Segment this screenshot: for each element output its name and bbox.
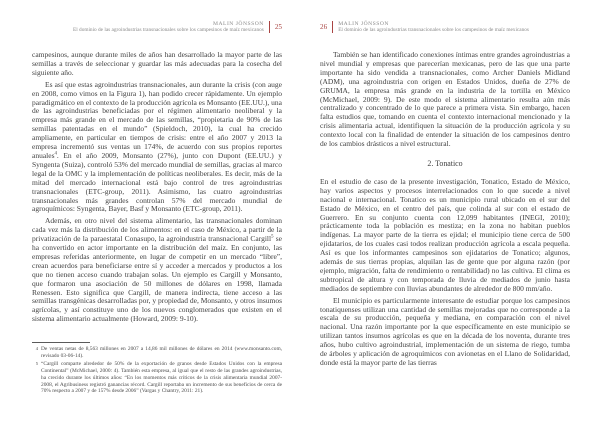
paragraph-continuation: campesinos, aunque durante miles de años han desarrollado la mayor parte de las semillas a través de seleccionar y guardar las más adecuadas para la cosecha del siguiente año. xyxy=(32,51,282,77)
running-header-left xyxy=(32,20,282,34)
section-heading-tonatico: 2. Tonatico xyxy=(427,158,463,168)
page-25 xyxy=(32,20,282,420)
running-header-text xyxy=(338,21,529,34)
footnotes-section xyxy=(32,342,282,395)
header-divider-bar xyxy=(269,21,270,33)
running-header-right xyxy=(320,20,570,34)
running-header-text xyxy=(73,21,264,34)
header-divider-bar xyxy=(332,21,333,33)
footnote-ref-5: 5 xyxy=(271,234,274,240)
footnote-5 xyxy=(32,361,282,395)
page-number-left: 25 xyxy=(274,23,282,31)
running-author: MALIN JÖNSSON xyxy=(213,20,264,27)
paragraph-text: se ha convertido en actor importante en la distribución del maíz. En conjunto, las empresas referidas anteriormente, en lugar de competir en un mercado “libre”, crean acuerdos para beneficiarse entre sí y acceder a mercados y productos a los que no tienen acceso cuando trabajan solas. Un ejemplo es Cargill y Monsanto, que formaron una asociación de 50 millones de dólares en 1998, llamada Renessen. Esto significa que Cargill, de manera indirecta, tiene acceso a las semillas transgénicas desarrolladas por, y propiedad de, Monsanto, y otros insumos agrícolas, y así constituye uno de los nuevos conglomerados que existen en el sistema alimentario actualmente (Howard, 2009: 9-10). xyxy=(32,234,282,324)
running-author: MALIN JÖNSSON xyxy=(338,20,389,27)
running-title: El dominio de las agroindustrias transnacionales sobre los campesinos de maíz mexicanos xyxy=(338,27,529,33)
paragraph-cargill xyxy=(32,217,282,324)
footnote-text: De ventas netas de 8,563 millones en 2007 a 14,86 mil millones de dólares en 2014 (www.monsanto.com, revisado 03-06-14). xyxy=(41,346,282,359)
running-title: El dominio de las agroindustrias transnacionales sobre los campesinos de maíz mexicanos xyxy=(73,27,264,33)
footnote-text: “Cargill comparte alrededor de 50% de la exportación de granos desde Estados Unidos con la empresa Continental” (McMichael, 2000: 4). También esta empresa, al igual que el resto de las grandes agroindustrias, ha crecido durante los últimos años: “En los momentos más críticos de la crisis alimentaria mundial 2007-2008, el Agribusiness registró ganancias récord. Cargill reportaba un incremento de sus beneficios de cerca de 70% respecto a 2007 y de 157% desde 2006” (Vargas y Chantry, 2011: 21). xyxy=(41,361,282,395)
paragraph-gruma: También se han identificado conexiones íntimas entre grandes agroindustrias a nivel mundial y empresas que parecerían mexicanas, pero de las que una parte importante ha sido vendida a transnacionales, como Archer Daniels Midland (ADM), una agroindustria con origen en Estados Unidos, dueña de 27% de GRUMA, la empresa más grande en la industria de la tortilla en México (McMichael, 2009: 9). De este modo el sistema alimentario resulta aún más centralizado y concentrado de lo que parece a primera vista. Sin embargo, hacen falta estudios que, tomando en cuenta el contexto internacional mencionado y la crisis alimentaria actual, identifiquen la situación de la producción agrícola y su contexto local con la finalidad de entender la situación de los campesinos dentro de los cambios drásticos a nivel estructural. xyxy=(320,50,570,149)
footnote-4 xyxy=(32,346,282,359)
paragraph-text: Es así que estas agroindustrias transnacionales, aun durante la crisis (con auge en 2008, como vimos en la Figura 1), han podido crecer rápidamente. Un ejemplo paradigmático en el contexto de la producción agrícola es Monsanto (EE.UU.), una de las agroindustrias beneficiadas por el régimen alimentario neoliberal y la empresa más grande en el mercado de las semillas, “propietaria de 90% de las semillas patentadas en el mundo” (Spieldoch, 2010), la cual ha crecido ampliamente, en particular en tiempos de crisis: entre el año 2007 y 2013 la empresa incrementó sus ventas un 174%, de acuerdo con sus propios reportes anuales xyxy=(32,79,282,160)
page-body-left xyxy=(32,51,282,347)
paragraph-municipio: El municipio es particularmente interesante de estudiar porque los campesinos tonatiquenses utilizan una cantidad de semillas mejoradas que no corresponde a la escala de su producción, pequeña y mediana, en comparación con el nivel nacional. Una razón importante por la que específicamente en este municipio se utilizan tantos insumos agrícolas es que en la década de los noventa, durante tres años, hubo cultivo agroindustrial, implementación de un sistema de riego, tumba de árboles y aplicación de agroquímicos con avionetas en el Llano de Solidaridad, donde está la mayor parte de las tierras xyxy=(320,295,570,367)
footnote-marker: 5 xyxy=(35,360,38,366)
footnote-ref-4: 4 xyxy=(54,151,57,157)
footnote-separator-rule xyxy=(32,342,90,343)
page-number-right: 26 xyxy=(320,23,328,31)
page-26 xyxy=(320,20,570,420)
footnote-marker: 4 xyxy=(35,345,38,351)
paragraph-monsanto xyxy=(32,81,282,215)
paragraph-tonatico-intro: En el estudio de caso de la presente investigación, Tonatico, Estado de México, hay varios aspectos y procesos interrelacionados con lo que sucede a nivel nacional e internacional. Tonatico es un municipio rural ubicado en el sur del Estado de México, en el centro del país, que colinda al sur con el estado de Guerrero. En su conjunto cuenta con 12,099 habitantes (INEGI, 2010); prácticamente toda la población es mestiza; en la zona no habitan pueblos indígenas. La mayor parte de la tierra es ejidal; el municipio tiene cerca de 500 ejidatarios, de los cuales casi todos realizan producción agrícola a escala pequeña. Así es que los informantes campesinos son ejidatarios de Tonatico; algunos, además de sus tierras propias, alquilan las de gente que por alguna razón (por ejemplo, migración, falta de rendimiento o rentabilidad) no las cultiva. El clima es subtropical de altura y con temporada de lluvia de mediados de junio hasta mediados de septiembre con lluvias abundantes de alrededor de 800 mm/año. xyxy=(320,176,570,293)
paragraph-text: Además, en otro nivel del sistema alimentario, las transnacionales dominan cada vez más la distribución de los alimentos: en el caso de México, a partir de la privatización de la paraestatal Conasupo, la agroindustria transnacional Cargill xyxy=(32,216,282,244)
paragraph-text: . En el año 2009, Monsanto (27%), junto con Dupont (EE.UU.) y Syngenta (Suiza), controló 53% del mercado mundial de semillas, gracias al marco legal de la OMC y la implementación de políticas neoliberales. Es decir, más de la mitad del mercado internacional está bajo control de tres agroindustrias transnacionales (ETC-group, 2011). Asimismo, las cuatro agroindustrias transnacionales más grandes controlan 57% del mercado mundial de agroquímicos: Syngenta, Bayer, Basf y Monsanto (ETC-group, 2011). xyxy=(32,150,282,214)
page-body-right xyxy=(320,51,570,368)
